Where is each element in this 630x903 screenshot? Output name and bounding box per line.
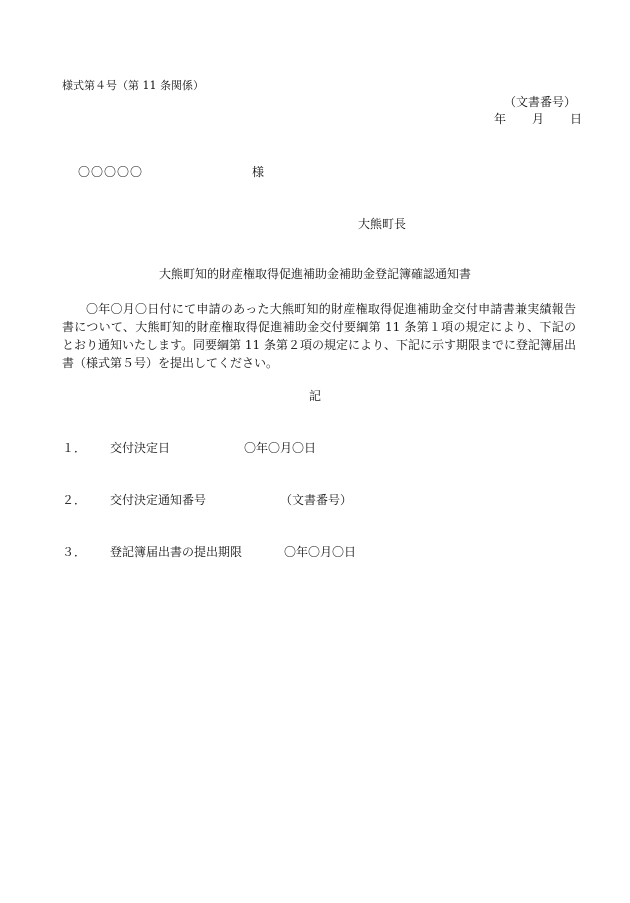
list-item bbox=[62, 442, 316, 454]
recipient-honorific: 様 bbox=[252, 165, 265, 179]
document-title: 大熊町知的財産権取得促進補助金補助金登記簿確認通知書 bbox=[158, 267, 471, 281]
item-number: ２． bbox=[62, 493, 87, 507]
body-paragraph bbox=[62, 300, 576, 372]
item-value: 〇年〇月〇日 bbox=[284, 545, 357, 559]
document-number: （文書番号） bbox=[503, 95, 576, 109]
list-item bbox=[62, 546, 356, 558]
item-label: 交付決定通知番号 bbox=[110, 493, 207, 507]
date-year: 年 bbox=[493, 112, 506, 126]
item-value: 〇年〇月〇日 bbox=[244, 441, 317, 455]
date-month: 月 bbox=[531, 112, 544, 126]
recipient-name: 〇〇〇〇〇 bbox=[78, 165, 144, 179]
ki-heading: 記 bbox=[308, 389, 321, 403]
issuer: 大熊町長 bbox=[358, 217, 407, 231]
form-number: 様式第４号（第 11 条関係） bbox=[62, 79, 204, 92]
item-label: 登記簿届出書の提出期限 bbox=[110, 545, 243, 559]
date-day: 日 bbox=[569, 112, 582, 126]
item-number: １． bbox=[62, 441, 87, 455]
item-label: 交付決定日 bbox=[110, 441, 171, 455]
item-number: ３． bbox=[62, 545, 87, 559]
list-item bbox=[62, 494, 352, 506]
item-value: （文書番号） bbox=[280, 493, 353, 507]
date-line bbox=[494, 113, 582, 125]
body-text: 〇年〇月〇日付にて申請のあった大熊町知的財産権取得促進補助金交付申請書兼実績報告書について、大熊町知的財産権取得促進補助金交付要綱第 11 条第１項の規定により、下記のとおり通知いたします。同要綱第 11 条第２項の規定により、下記に示す期限までに登記簿届出書（様式第５号）を提出してください。 bbox=[62, 302, 576, 370]
